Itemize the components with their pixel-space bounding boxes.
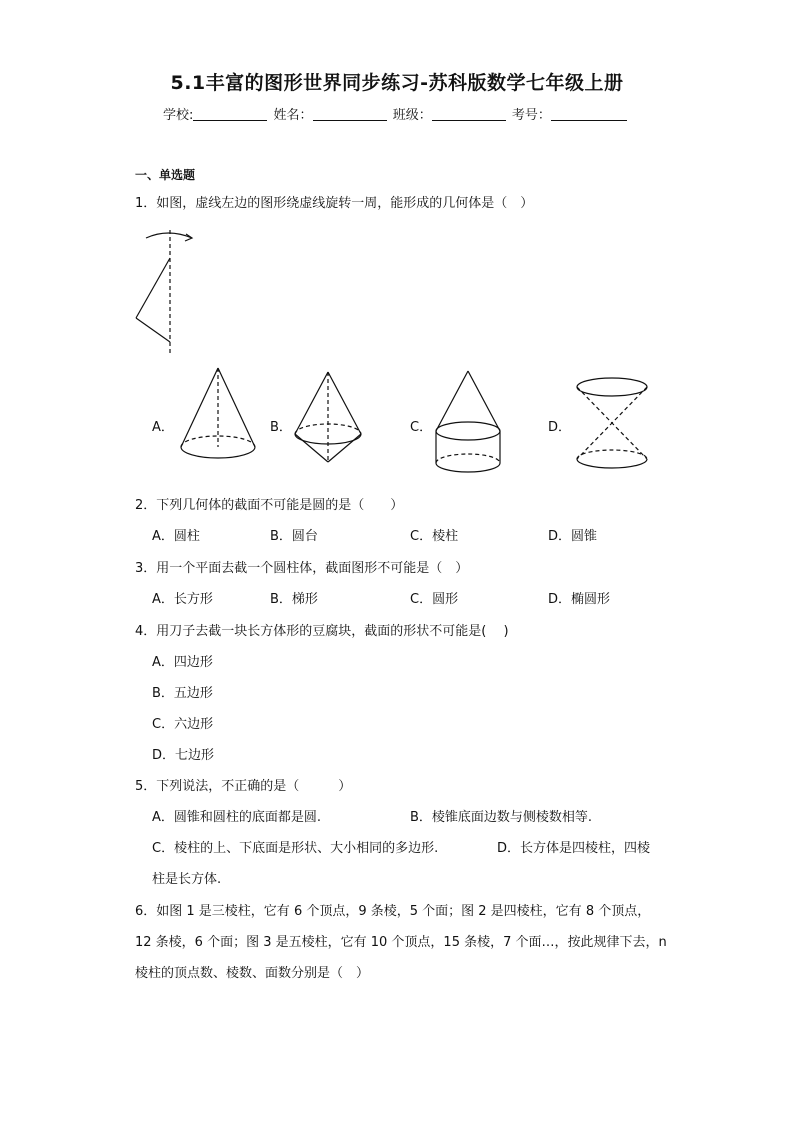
q2-option-c[interactable]: C．棱柱 [410,529,459,544]
q1-option-d-hourglass [572,374,652,474]
question-1-stem: 1．如图，虚线左边的图形绕虚线旋转一周，能形成的几何体是（ ） [135,196,534,211]
q5-option-d-continued: 柱是长方体. [152,872,222,887]
bottom-circle-back [577,450,647,459]
q3-option-c[interactable]: C．圆形 [410,592,459,607]
q1-option-a-cone [178,364,258,464]
page-title: 5.1丰富的图形世界同步练习-苏科版数学七年级上册 [170,72,624,94]
student-info-line [163,104,629,123]
cylinder-bottom-back [436,454,500,463]
q5-option-b[interactable]: B．棱锥底面边数与侧棱数相等. [410,810,593,825]
class-blank[interactable] [432,106,506,121]
q1-option-b-double-cone [290,368,370,468]
number-label: 考号： [511,108,551,123]
q2-option-a[interactable]: A．圆柱 [152,529,200,544]
q4-option-d[interactable]: D．七边形 [152,748,215,763]
rotation-arrow-arc [146,233,192,238]
q4-option-a[interactable]: A．四边形 [152,655,213,670]
rotation-arrow-head [185,234,192,241]
q3-option-d[interactable]: D．椭圆形 [548,592,611,607]
q4-option-c[interactable]: C．六边形 [152,717,214,732]
q1-rotation-figure [128,226,208,356]
cone-side [218,368,255,447]
q3-option-a[interactable]: A．长方形 [152,592,213,607]
school-label: 学校: [163,108,194,123]
triangle-edge [136,258,170,318]
q5-option-d[interactable]: D．长方体是四棱柱，四棱 [497,841,651,856]
q2-option-d[interactable]: D．圆锥 [548,529,598,544]
q5-option-a[interactable]: A．圆锥和圆柱的底面都是圆. [152,810,322,825]
number-blank[interactable] [551,106,627,121]
q1-option-b-label[interactable]: B． [270,420,292,435]
question-5-stem: 5．下列说法，不正确的是（ ） [135,779,352,794]
top-circle [577,378,647,396]
cylinder-bottom-front [436,463,500,472]
question-6-line-2: 12 条棱，6 个面；图 3 是五棱柱，它有 10 个顶点，15 条棱，7 个面…，按此规律下去，n [135,935,667,950]
class-label: 班级： [392,108,432,123]
cone-side [181,368,218,447]
cone-base-front [181,447,255,458]
triangle-edge [136,318,170,342]
section-heading: 一、单选题 [135,168,196,182]
school-blank[interactable] [193,106,267,121]
name-label: 姓名： [273,108,313,123]
question-4-stem: 4．用刀子去截一块长方体形的豆腐块，截面的形状不可能是( ) [135,624,509,639]
q2-option-b[interactable]: B．圆台 [270,529,318,544]
bottom-circle-front [577,459,647,468]
q1-option-c-cone-on-cylinder [432,368,508,474]
q4-option-b[interactable]: B．五边形 [152,686,213,701]
q5-option-c[interactable]: C．棱柱的上、下底面是形状、大小相同的多边形. [152,841,439,856]
question-6-line-3: 棱柱的顶点数、棱数、面数分别是（ ） [135,966,370,981]
q1-option-c-label[interactable]: C． [410,420,433,435]
question-3-stem: 3．用一个平面去截一个圆柱体，截面图形不可能是（ ） [135,561,469,576]
question-2-stem: 2．下列几何体的截面不可能是圆的是（ ） [135,498,404,513]
name-blank[interactable] [313,106,387,121]
lower-cone-side [295,434,328,462]
question-6-line-1: 6．如图 1 是三棱柱，它有 6 个顶点，9 条棱，5 个面；图 2 是四棱柱，它有 8 个顶点， [135,904,651,919]
q1-option-a-label[interactable]: A． [152,420,174,435]
q1-option-d-label[interactable]: D． [548,420,572,435]
q3-option-b[interactable]: B．梯形 [270,592,318,607]
lower-cone-side [328,434,361,462]
upper-cone-side [328,372,361,434]
cylinder-top [436,422,500,440]
